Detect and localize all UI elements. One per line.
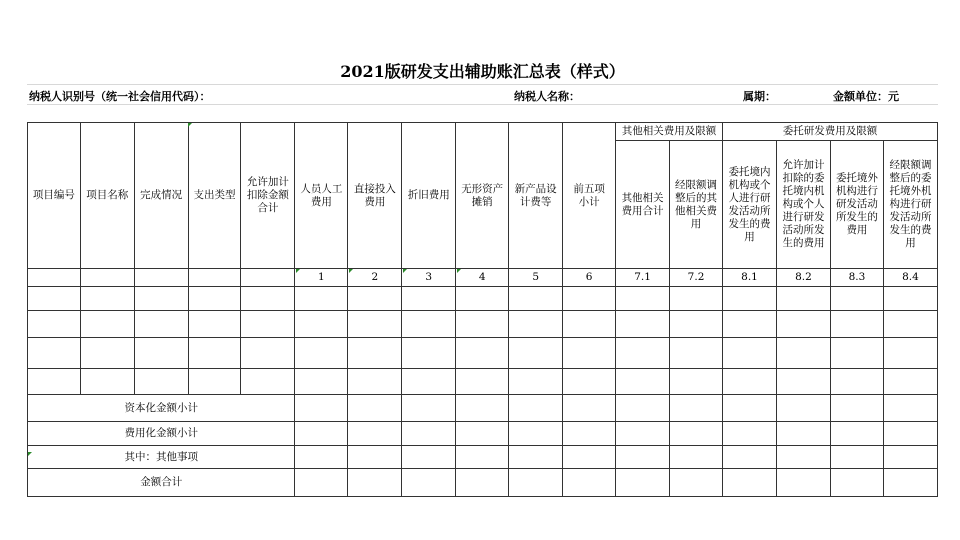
capitalized-subtotal-row bbox=[28, 395, 938, 422]
header-ent-foreign-adjusted-text: 经限额调整后的委托境外机构进行研发活动所发生的费用 bbox=[889, 159, 932, 249]
header-first5-subtotal bbox=[563, 123, 616, 269]
cell-comment-marker bbox=[457, 269, 461, 273]
col-number: 8.1 bbox=[723, 269, 777, 287]
header-intangible bbox=[456, 123, 509, 269]
gridline bbox=[27, 84, 938, 85]
total-row bbox=[28, 469, 938, 497]
header-ent-foreign-adjusted bbox=[883, 141, 937, 269]
cell-comment-marker bbox=[349, 269, 353, 273]
taxpayer-id-label: 纳税人识别号（统一社会信用代码）： bbox=[29, 90, 211, 103]
header-personnel-text: 人员人工费用 bbox=[300, 182, 343, 208]
period-label: 属期： bbox=[743, 90, 776, 103]
table-row bbox=[28, 369, 938, 395]
col-number: 3 bbox=[402, 269, 456, 287]
expensed-subtotal-label: 费用化金额小计 bbox=[28, 422, 295, 446]
column-number-row bbox=[28, 269, 938, 287]
header-expense-type: 支出类型 bbox=[188, 123, 241, 269]
table-row bbox=[28, 311, 938, 338]
other-items-row bbox=[28, 446, 938, 469]
cell-comment-marker bbox=[188, 123, 192, 127]
header-other-adjusted bbox=[670, 141, 723, 269]
total-label: 金额合计 bbox=[28, 469, 295, 497]
header-other-total bbox=[616, 141, 670, 269]
col-number: 8.4 bbox=[883, 269, 937, 287]
header-completion: 完成情况 bbox=[134, 123, 188, 269]
summary-table bbox=[27, 122, 938, 497]
col-number: 8.2 bbox=[776, 269, 830, 287]
other-items-label: 其中：其他事项 bbox=[28, 446, 295, 469]
col-number: 7.2 bbox=[670, 269, 723, 287]
cell-comment-marker bbox=[403, 269, 407, 273]
header-ent-domestic-text: 委托境内机构或个人进行研发活动所发生的费用 bbox=[728, 165, 771, 243]
header-ent-domestic bbox=[723, 141, 777, 269]
col-number: 5 bbox=[509, 269, 563, 287]
table-row bbox=[28, 287, 938, 311]
expensed-subtotal-row bbox=[28, 422, 938, 446]
header-intangible-text: 无形资产摊销 bbox=[461, 182, 504, 208]
header-allowed-total-text: 允许加计扣除金额合计 bbox=[246, 176, 289, 214]
header-new-product bbox=[509, 123, 563, 269]
header-depreciation: 折旧费用 bbox=[402, 123, 456, 269]
cell-comment-marker bbox=[28, 452, 32, 456]
header-ent-foreign-text: 委托境外机构进行研发活动所发生的费用 bbox=[835, 172, 878, 236]
header-other-total-text: 其他相关费用合计 bbox=[621, 191, 664, 217]
col-number: 8.3 bbox=[830, 269, 883, 287]
unit-label: 金额单位：元 bbox=[833, 90, 899, 103]
header-allowed-total bbox=[241, 123, 295, 269]
header-direct-input-text: 直接投入费用 bbox=[353, 182, 396, 208]
col-number: 7.1 bbox=[616, 269, 670, 287]
header-first5-subtotal-text: 前五项小计 bbox=[573, 182, 605, 208]
group-other: 其他相关费用及限额 bbox=[616, 123, 723, 141]
header-ent-domestic-allowed bbox=[776, 141, 830, 269]
taxpayer-name-label: 纳税人名称： bbox=[514, 90, 580, 103]
header-personnel bbox=[295, 123, 348, 269]
cell-comment-marker bbox=[296, 269, 300, 273]
gridline bbox=[27, 104, 938, 105]
header-project-name: 项目名称 bbox=[80, 123, 134, 269]
capitalized-subtotal-label: 资本化金额小计 bbox=[28, 395, 295, 422]
header-other-adjusted-text: 经限额调整后的其他相关费用 bbox=[675, 178, 718, 230]
col-number: 4 bbox=[456, 269, 509, 287]
header-new-product-text: 新产品设计费等 bbox=[514, 182, 557, 208]
table-row bbox=[28, 338, 938, 369]
header-ent-domestic-allowed-text: 允许加计扣除的委托境内机构或个人进行研发活动所发生的费用 bbox=[782, 159, 825, 249]
col-number: 2 bbox=[348, 269, 402, 287]
header-ent-foreign bbox=[830, 141, 883, 269]
col-number: 1 bbox=[295, 269, 348, 287]
header-project-no: 项目编号 bbox=[28, 123, 81, 269]
group-entrust: 委托研发费用及限额 bbox=[723, 123, 938, 141]
col-number: 6 bbox=[563, 269, 616, 287]
header-direct-input bbox=[348, 123, 402, 269]
page-title: 2021版研发支出辅助账汇总表（样式） bbox=[340, 62, 625, 81]
